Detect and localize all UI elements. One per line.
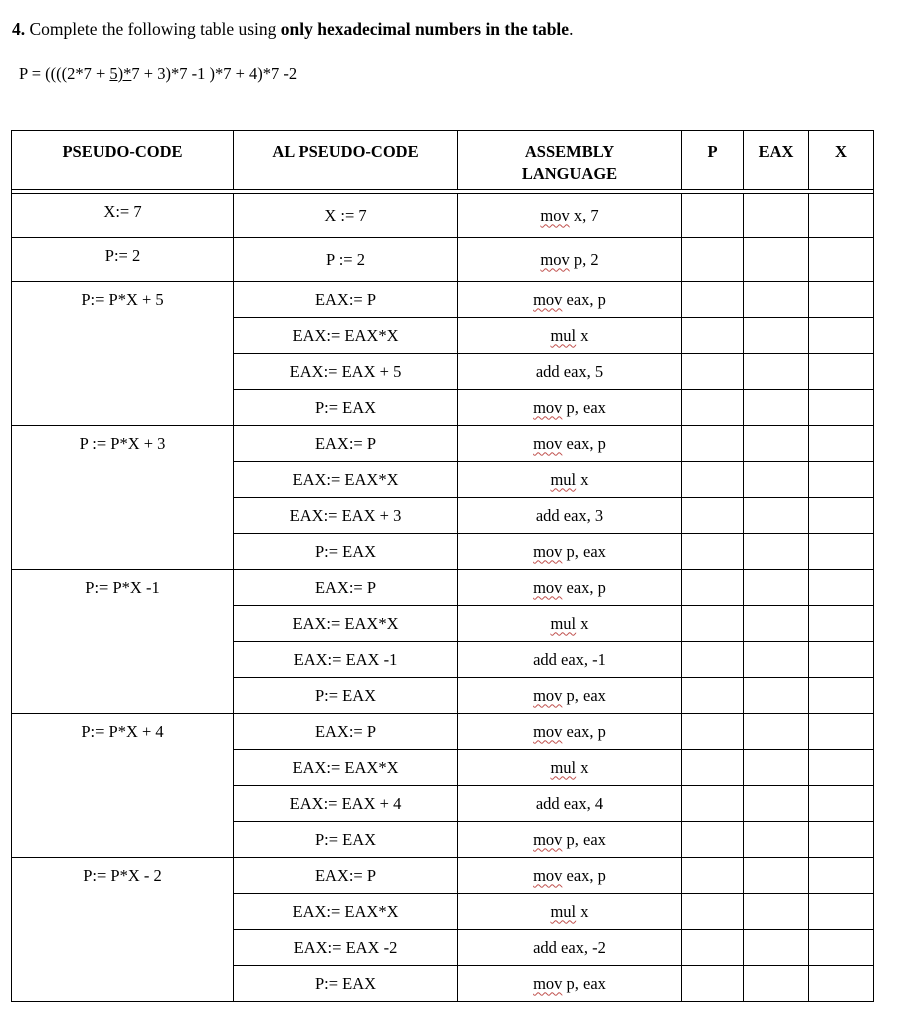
asm-opcode: add — [533, 649, 557, 669]
table-row — [12, 282, 874, 318]
question-number: 4. — [12, 19, 26, 39]
asm-operands: eax, p — [566, 577, 606, 597]
al-pseudo-code-cell: EAX:= EAX + 4 — [234, 786, 458, 822]
asm-opcode: add — [535, 505, 560, 525]
p-value-cell[interactable] — [682, 570, 744, 606]
x-value-cell[interactable] — [809, 498, 874, 534]
p-value-cell[interactable] — [682, 930, 744, 966]
asm-opcode: add — [533, 937, 557, 957]
x-value-cell[interactable] — [809, 858, 874, 894]
asm-operands: p, eax — [566, 829, 606, 849]
x-value-cell[interactable] — [809, 534, 874, 570]
asm-opcode: mov — [533, 685, 563, 705]
p-value-cell[interactable] — [682, 282, 744, 318]
eax-value-cell[interactable] — [744, 390, 809, 426]
assembly-cell — [458, 354, 682, 390]
p-value-cell[interactable] — [682, 894, 744, 930]
assembly-cell — [458, 642, 682, 678]
asm-operands: eax, p — [566, 289, 606, 309]
al-pseudo-code-cell: P:= EAX — [234, 822, 458, 858]
p-value-cell[interactable] — [682, 858, 744, 894]
p-value-cell[interactable] — [682, 822, 744, 858]
asm-operands: x — [580, 613, 589, 633]
header-asm-line2: LANGUAGE — [521, 164, 618, 183]
assembly-cell — [458, 570, 682, 606]
asm-operands: eax, -1 — [561, 649, 606, 669]
asm-operands: p, 2 — [573, 249, 599, 269]
assembly-cell — [458, 426, 682, 462]
table-row — [12, 570, 874, 606]
pseudo-code-cell: P:= P*X + 5 — [12, 282, 234, 426]
eax-value-cell[interactable] — [744, 786, 809, 822]
asm-operands: p, eax — [566, 397, 606, 417]
asm-operands: eax, 5 — [563, 361, 604, 381]
p-value-cell[interactable] — [682, 642, 744, 678]
table-row — [12, 714, 874, 750]
asm-operands: x — [580, 469, 589, 489]
asm-opcode: mov — [533, 289, 563, 309]
pseudo-code-cell: X:= 7 — [12, 194, 234, 238]
asm-opcode: mov — [533, 433, 563, 453]
asm-opcode: mov — [533, 721, 563, 741]
al-pseudo-code-cell: P:= EAX — [234, 390, 458, 426]
pseudo-code-cell: P:= P*X - 2 — [12, 858, 234, 1002]
formula-suffix: 7 + 3)*7 -1 )*7 + 4)*7 -2 — [131, 64, 298, 83]
x-value-cell[interactable] — [809, 714, 874, 750]
question-text: Complete the following table using — [29, 19, 277, 39]
assembly-cell — [458, 534, 682, 570]
assembly-cell — [458, 858, 682, 894]
asm-opcode: mov — [540, 249, 570, 269]
asm-opcode: mov — [533, 973, 563, 993]
asm-operands: eax, 3 — [563, 505, 604, 525]
x-value-cell[interactable] — [809, 822, 874, 858]
eax-value-cell[interactable] — [744, 714, 809, 750]
al-pseudo-code-cell: EAX:= EAX*X — [234, 894, 458, 930]
asm-opcode: mov — [533, 397, 563, 417]
al-pseudo-code-cell: EAX:= EAX*X — [234, 318, 458, 354]
eax-value-cell[interactable] — [744, 642, 809, 678]
p-value-cell[interactable] — [682, 786, 744, 822]
pseudo-code-cell: P:= P*X + 4 — [12, 714, 234, 858]
assembly-cell — [458, 930, 682, 966]
header-pseudo-code: PSEUDO-CODE — [12, 131, 234, 190]
assembly-cell — [458, 750, 682, 786]
al-pseudo-code-cell: EAX:= EAX*X — [234, 462, 458, 498]
assembly-cell — [458, 786, 682, 822]
p-value-cell[interactable] — [682, 606, 744, 642]
formula-underlined: 5)* — [109, 64, 132, 83]
al-pseudo-code-cell: P := 2 — [234, 238, 458, 282]
asm-opcode: mul — [550, 901, 577, 921]
header-asm-line1: ASSEMBLY — [524, 142, 615, 161]
x-value-cell[interactable] — [809, 570, 874, 606]
x-value-cell[interactable] — [809, 282, 874, 318]
formula-prefix: P = ((((2*7 + — [19, 64, 110, 83]
asm-operands: eax, 4 — [563, 793, 604, 813]
asm-operands: eax, p — [566, 721, 606, 741]
al-pseudo-code-cell: EAX:= EAX + 5 — [234, 354, 458, 390]
p-value-cell[interactable] — [682, 534, 744, 570]
assembly-cell — [458, 318, 682, 354]
asm-operands: p, eax — [566, 973, 606, 993]
asm-operands: p, eax — [566, 685, 606, 705]
al-pseudo-code-cell: P:= EAX — [234, 678, 458, 714]
al-pseudo-code-cell: EAX:= P — [234, 282, 458, 318]
asm-operands: x — [580, 901, 589, 921]
table-row — [12, 194, 874, 238]
assembly-cell — [458, 462, 682, 498]
al-pseudo-code-cell: EAX:= P — [234, 714, 458, 750]
al-pseudo-code-cell: EAX:= P — [234, 858, 458, 894]
p-value-cell[interactable] — [682, 354, 744, 390]
eax-value-cell[interactable] — [744, 498, 809, 534]
assembly-cell — [458, 678, 682, 714]
p-value-cell[interactable] — [682, 678, 744, 714]
eax-value-cell[interactable] — [744, 426, 809, 462]
al-pseudo-code-cell: EAX:= EAX*X — [234, 750, 458, 786]
x-value-cell[interactable] — [809, 390, 874, 426]
asm-operands: eax, p — [566, 433, 606, 453]
eax-value-cell[interactable] — [744, 534, 809, 570]
assembly-cell — [458, 238, 682, 282]
asm-opcode: mov — [533, 541, 563, 561]
x-value-cell[interactable] — [809, 750, 874, 786]
x-value-cell[interactable] — [809, 642, 874, 678]
p-value-cell[interactable] — [682, 390, 744, 426]
asm-operands: eax, p — [566, 865, 606, 885]
asm-opcode: mov — [533, 577, 563, 597]
header-al-pseudo-code: AL PSEUDO-CODE — [234, 131, 458, 190]
asm-operands: x — [580, 757, 589, 777]
asm-opcode: mul — [550, 613, 577, 633]
al-pseudo-code-cell: EAX:= P — [234, 570, 458, 606]
al-pseudo-code-cell: P:= EAX — [234, 534, 458, 570]
asm-opcode: mov — [540, 205, 570, 225]
asm-operands: p, eax — [566, 541, 606, 561]
header-x: X — [809, 131, 874, 190]
x-value-cell[interactable] — [809, 786, 874, 822]
asm-operands: x, 7 — [573, 205, 599, 225]
p-value-cell[interactable] — [682, 750, 744, 786]
al-pseudo-code-cell: EAX:= EAX + 3 — [234, 498, 458, 534]
al-pseudo-code-cell: P:= EAX — [234, 966, 458, 1002]
eax-value-cell[interactable] — [744, 570, 809, 606]
eax-value-cell[interactable] — [744, 194, 809, 238]
asm-opcode: mov — [533, 865, 563, 885]
table-body — [12, 194, 874, 1002]
x-value-cell[interactable] — [809, 238, 874, 282]
eax-value-cell[interactable] — [744, 966, 809, 1002]
eax-value-cell[interactable] — [744, 354, 809, 390]
question-emphasis: only hexadecimal numbers in the table — [280, 19, 570, 39]
formula — [19, 64, 297, 84]
eax-value-cell[interactable] — [744, 822, 809, 858]
table-row — [12, 858, 874, 894]
asm-opcode: mul — [550, 325, 577, 345]
p-value-cell[interactable] — [682, 194, 744, 238]
x-value-cell[interactable] — [809, 354, 874, 390]
asm-opcode: add — [535, 793, 560, 813]
assembly-cell — [458, 894, 682, 930]
assembly-cell — [458, 966, 682, 1002]
eax-value-cell[interactable] — [744, 282, 809, 318]
eax-value-cell[interactable] — [744, 894, 809, 930]
eax-value-cell[interactable] — [744, 678, 809, 714]
x-value-cell[interactable] — [809, 462, 874, 498]
asm-opcode: mov — [533, 829, 563, 849]
header-eax: EAX — [744, 131, 809, 190]
question-heading — [12, 19, 573, 40]
x-value-cell[interactable] — [809, 606, 874, 642]
x-value-cell[interactable] — [809, 966, 874, 1002]
asm-opcode: mul — [550, 757, 577, 777]
p-value-cell[interactable] — [682, 966, 744, 1002]
eax-value-cell[interactable] — [744, 318, 809, 354]
eax-value-cell[interactable] — [744, 238, 809, 282]
x-value-cell[interactable] — [809, 318, 874, 354]
x-value-cell[interactable] — [809, 426, 874, 462]
p-value-cell[interactable] — [682, 238, 744, 282]
p-value-cell[interactable] — [682, 462, 744, 498]
eax-value-cell[interactable] — [744, 462, 809, 498]
eax-value-cell[interactable] — [744, 606, 809, 642]
trace-table — [11, 130, 874, 1002]
assembly-cell — [458, 194, 682, 238]
asm-opcode: mul — [550, 469, 577, 489]
table-row — [12, 426, 874, 462]
assembly-cell — [458, 390, 682, 426]
assembly-cell — [458, 822, 682, 858]
p-value-cell[interactable] — [682, 318, 744, 354]
pseudo-code-cell: P:= P*X -1 — [12, 570, 234, 714]
al-pseudo-code-cell: EAX:= P — [234, 426, 458, 462]
pseudo-code-cell: P:= 2 — [12, 238, 234, 282]
assembly-cell — [458, 282, 682, 318]
al-pseudo-code-cell: EAX:= EAX*X — [234, 606, 458, 642]
assembly-cell — [458, 606, 682, 642]
assembly-cell — [458, 714, 682, 750]
asm-operands: x — [580, 325, 589, 345]
x-value-cell[interactable] — [809, 194, 874, 238]
header-p: P — [682, 131, 744, 190]
header-row — [12, 131, 874, 190]
eax-value-cell[interactable] — [744, 858, 809, 894]
x-value-cell[interactable] — [809, 930, 874, 966]
al-pseudo-code-cell: X := 7 — [234, 194, 458, 238]
pseudo-code-cell: P := P*X + 3 — [12, 426, 234, 570]
eax-value-cell[interactable] — [744, 930, 809, 966]
p-value-cell[interactable] — [682, 426, 744, 462]
asm-operands: eax, -2 — [561, 937, 606, 957]
asm-opcode: add — [535, 361, 560, 381]
eax-value-cell[interactable] — [744, 750, 809, 786]
p-value-cell[interactable] — [682, 498, 744, 534]
assembly-cell — [458, 498, 682, 534]
al-pseudo-code-cell: EAX:= EAX -2 — [234, 930, 458, 966]
x-value-cell[interactable] — [809, 894, 874, 930]
table-row — [12, 238, 874, 282]
p-value-cell[interactable] — [682, 714, 744, 750]
question-period: . — [569, 19, 574, 39]
al-pseudo-code-cell: EAX:= EAX -1 — [234, 642, 458, 678]
header-assembly-language — [458, 131, 682, 190]
x-value-cell[interactable] — [809, 678, 874, 714]
